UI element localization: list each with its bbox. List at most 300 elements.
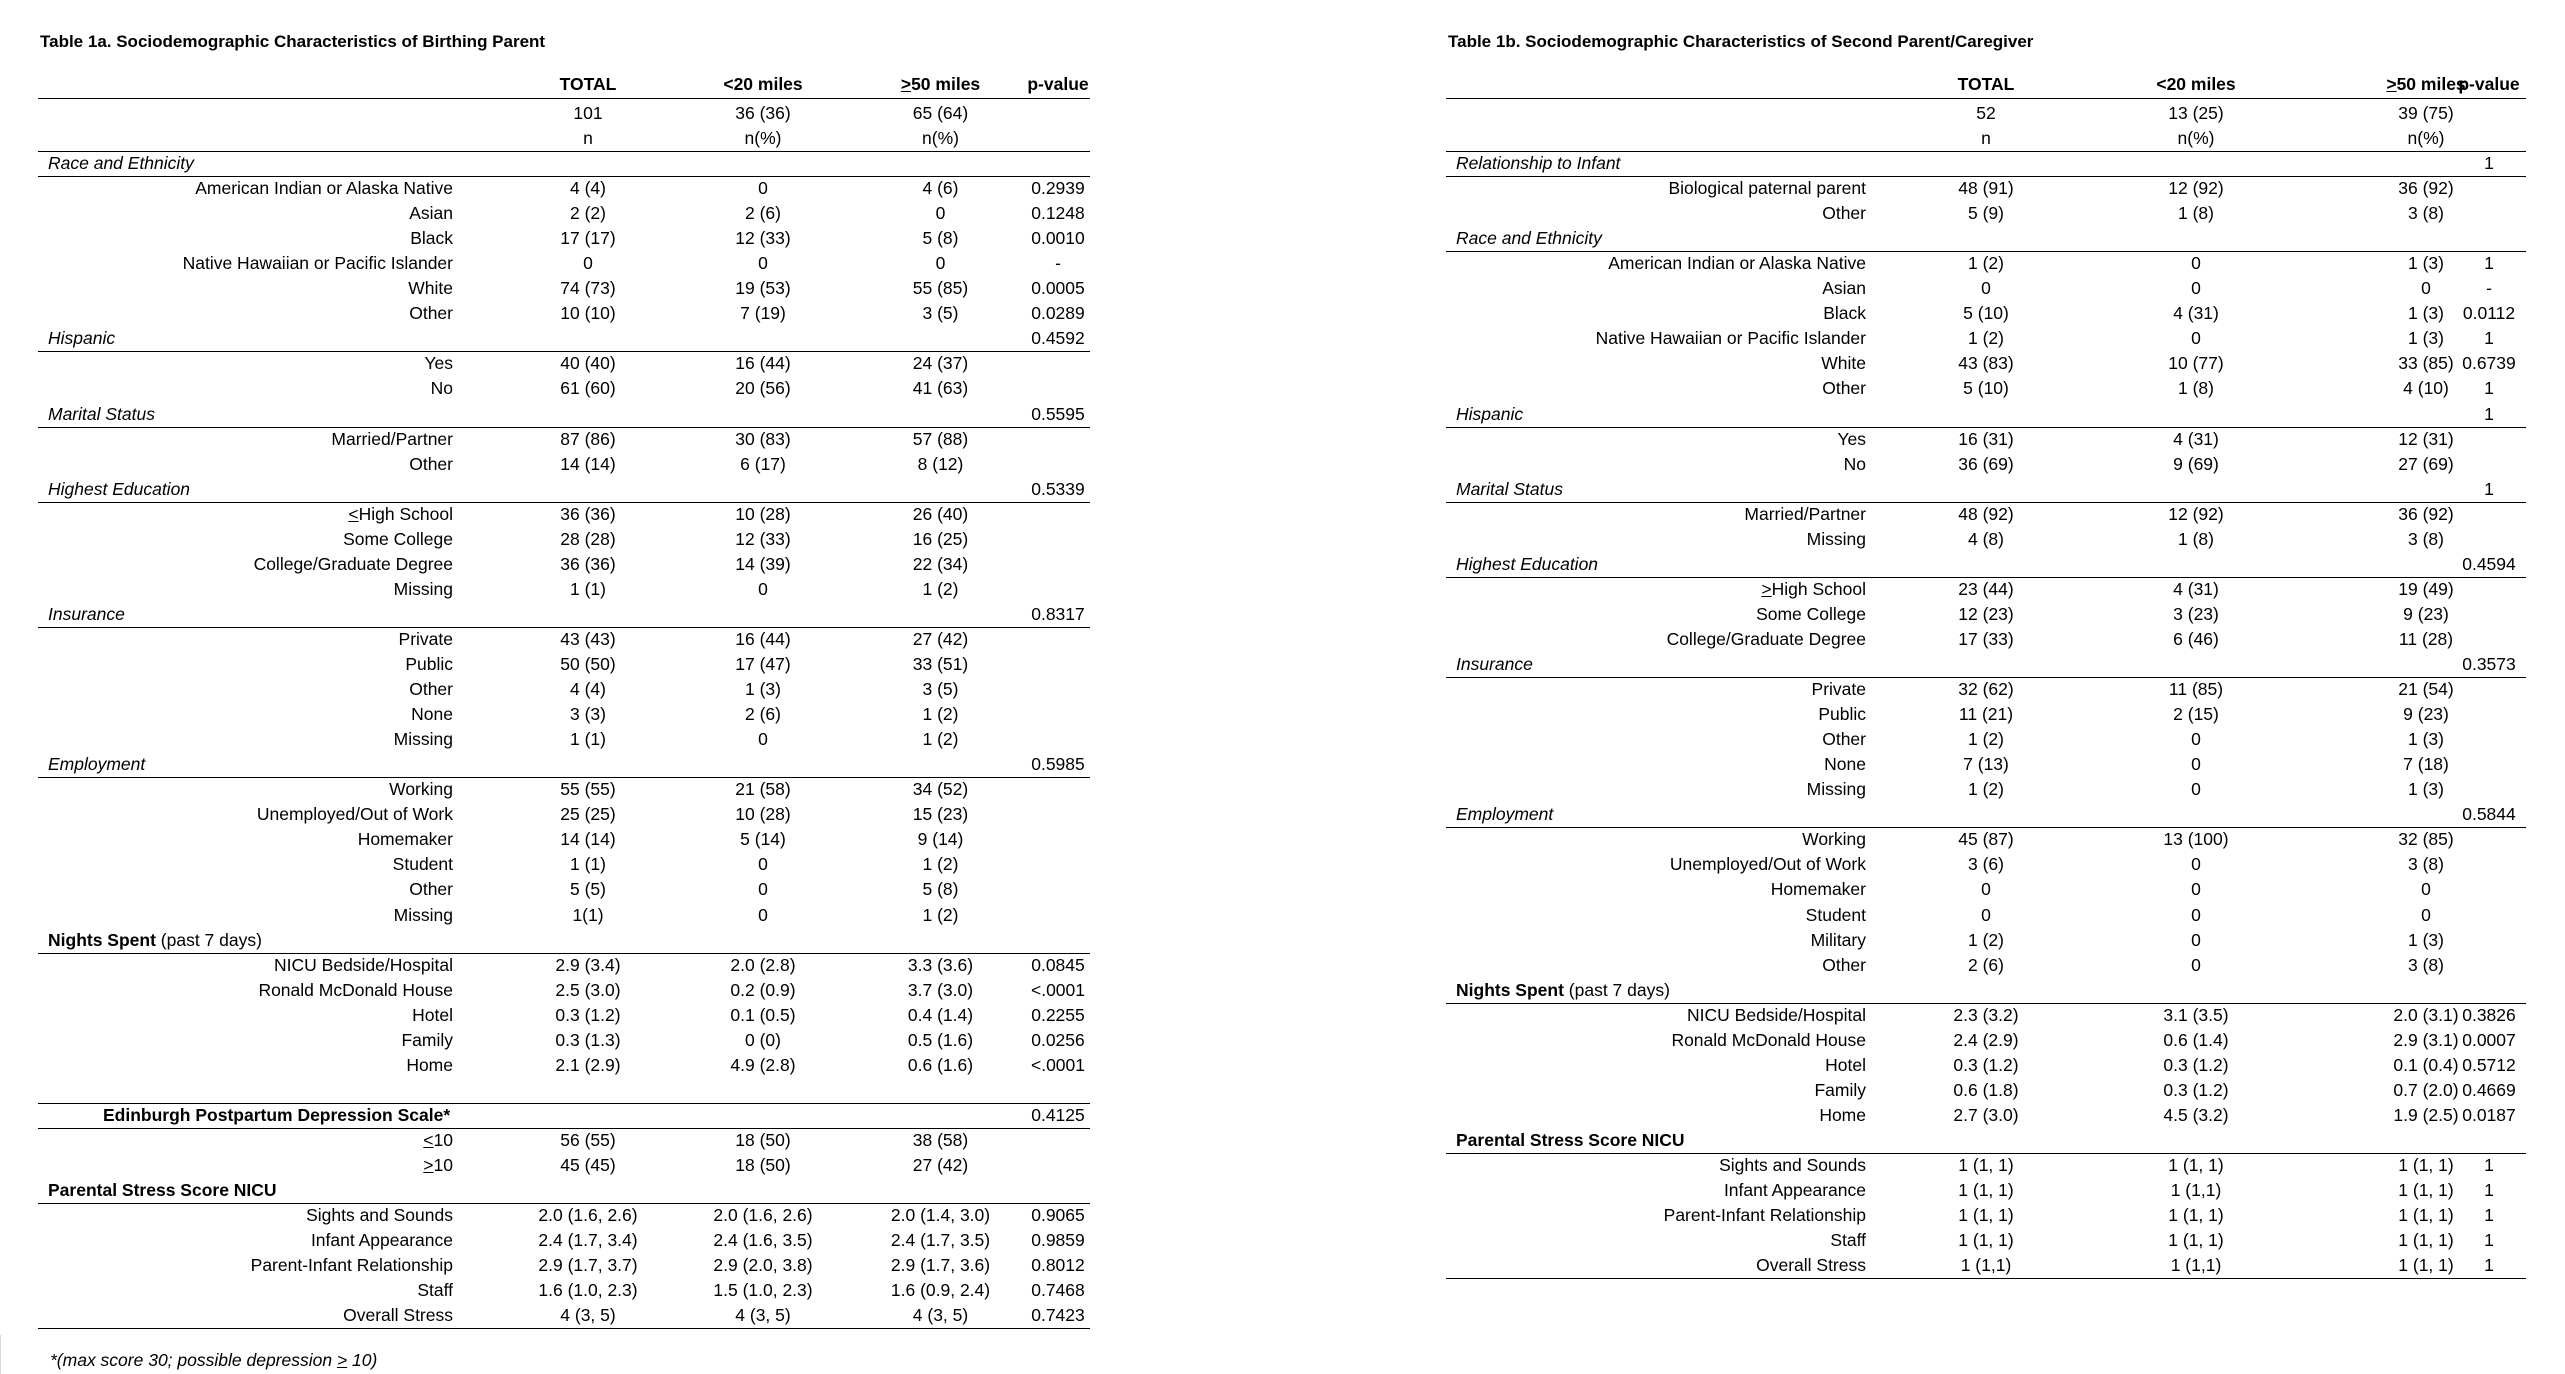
row-label: Working bbox=[389, 779, 453, 800]
value-cell: 7 (13) bbox=[1963, 754, 2009, 775]
unit-cell: n bbox=[583, 128, 593, 148]
value-cell: 4.9 (2.8) bbox=[730, 1054, 796, 1075]
column-header-row bbox=[38, 72, 1090, 97]
p-value: - bbox=[2486, 278, 2492, 299]
value-cell: 1 (3) bbox=[2408, 303, 2444, 324]
value-cell: 4 (3, 5) bbox=[735, 1305, 791, 1326]
row-label: Missing bbox=[393, 729, 453, 750]
value-cell: 57 (88) bbox=[912, 428, 969, 449]
value-cell: 1.6 (1.0, 2.3) bbox=[538, 1280, 638, 1301]
data-row bbox=[1446, 1103, 2526, 1128]
p-value: 0.2939 bbox=[1031, 178, 1085, 199]
p-value: - bbox=[1055, 253, 1061, 274]
value-cell: 19 (53) bbox=[735, 278, 791, 299]
category-label: Insurance bbox=[1456, 654, 1533, 674]
data-row bbox=[38, 176, 1090, 201]
p-value bbox=[2449, 752, 2529, 777]
row-label: Staff bbox=[1830, 1230, 1866, 1251]
value-cell: 2.1 (2.9) bbox=[555, 1054, 621, 1075]
value-cell: 3 (8) bbox=[2408, 854, 2444, 875]
value-cell: 0.3 (1.2) bbox=[1953, 1054, 2019, 1075]
row-label: <10 bbox=[423, 1129, 453, 1150]
value-cell: 7 (19) bbox=[740, 303, 786, 324]
category-label: Marital Status bbox=[1456, 478, 1563, 499]
column-header: >50 miles bbox=[900, 74, 981, 94]
p-value bbox=[998, 802, 1118, 827]
category-row bbox=[38, 602, 1090, 627]
value-cell: 17 (17) bbox=[560, 228, 616, 249]
row-label: Parent-Infant Relationship bbox=[250, 1255, 453, 1276]
p-value: 0.1248 bbox=[1031, 203, 1085, 224]
count-cell: 36 (36) bbox=[735, 103, 791, 123]
row-label: None bbox=[411, 704, 453, 725]
data-row bbox=[38, 1303, 1090, 1328]
row-label: Ronald McDonald House bbox=[258, 979, 453, 1000]
count-row bbox=[38, 101, 1090, 126]
value-cell: 6 (46) bbox=[2173, 628, 2219, 649]
value-cell: 2.0 (1.6, 2.6) bbox=[538, 1205, 638, 1226]
row-label: Native Hawaiian or Pacific Islander bbox=[1595, 328, 1866, 349]
value-cell: 5 (5) bbox=[570, 879, 606, 900]
value-cell: 38 (58) bbox=[912, 1129, 969, 1150]
value-cell: 1 (8) bbox=[2178, 203, 2214, 224]
category-label: Employment bbox=[1456, 804, 1554, 825]
data-row bbox=[38, 652, 1090, 677]
data-row bbox=[1446, 702, 2526, 727]
data-row bbox=[38, 877, 1090, 902]
value-cell: 0 bbox=[758, 904, 768, 925]
value-cell: 36 (69) bbox=[1958, 453, 2014, 474]
p-value bbox=[2449, 452, 2529, 477]
value-cell: 2.4 (2.9) bbox=[1953, 1029, 2019, 1050]
value-cell: 1 (2) bbox=[1968, 729, 2004, 750]
data-row bbox=[1446, 1203, 2526, 1228]
value-cell: 50 (50) bbox=[560, 654, 616, 674]
value-cell: 0.5 (1.6) bbox=[907, 1029, 974, 1050]
value-cell: 1 (2) bbox=[1968, 253, 2004, 274]
column-header: p-value bbox=[1027, 74, 1089, 94]
value-cell: 14 (14) bbox=[560, 453, 616, 474]
data-row bbox=[38, 677, 1090, 702]
value-cell: 11 (85) bbox=[2168, 679, 2224, 700]
data-row bbox=[38, 427, 1090, 452]
data-row bbox=[1446, 953, 2526, 978]
value-cell: 1 (1, 1) bbox=[2398, 1155, 2454, 1175]
p-value bbox=[998, 351, 1118, 376]
header-rule bbox=[38, 98, 1090, 99]
p-value: 0.0007 bbox=[2462, 1029, 2516, 1050]
category-row bbox=[38, 402, 1090, 427]
category-label: Highest Education bbox=[1456, 553, 1599, 574]
row-label: Some College bbox=[1756, 603, 1866, 624]
data-row bbox=[38, 702, 1090, 727]
p-value bbox=[998, 502, 1118, 527]
unit-row bbox=[1446, 126, 2526, 151]
row-label: <High School bbox=[348, 503, 453, 524]
row-label: Overall Stress bbox=[1756, 1255, 1866, 1276]
row-label: NICU Bedside/Hospital bbox=[1687, 1004, 1866, 1025]
value-cell: 3.1 (3.5) bbox=[2163, 1004, 2229, 1025]
value-cell: 1 (1) bbox=[570, 578, 606, 599]
value-cell: 9 (23) bbox=[2403, 704, 2449, 725]
data-row bbox=[1446, 777, 2526, 802]
data-row bbox=[1446, 1153, 2526, 1178]
value-cell: 12 (33) bbox=[735, 528, 791, 549]
value-cell: 23 (44) bbox=[1958, 578, 2014, 599]
table-title: Table 1b. Sociodemographic Characteristics of Second Parent/Caregiver bbox=[1448, 32, 2034, 51]
value-cell: 0 bbox=[2421, 904, 2431, 925]
row-label: Private bbox=[1811, 679, 1866, 700]
value-cell: 16 (44) bbox=[735, 628, 791, 649]
data-row bbox=[38, 552, 1090, 577]
p-value bbox=[2449, 176, 2529, 201]
value-cell: 12 (33) bbox=[735, 228, 791, 249]
category-label: Race and Ethnicity bbox=[1456, 228, 1602, 249]
value-cell: 1 (1) bbox=[570, 854, 606, 875]
row-label: American Indian or Alaska Native bbox=[1608, 253, 1866, 274]
value-cell: 1 (2) bbox=[922, 854, 959, 875]
data-row bbox=[38, 201, 1090, 226]
value-cell: 12 (92) bbox=[2168, 503, 2224, 524]
p-value: 0.4669 bbox=[2462, 1079, 2516, 1100]
value-cell: 0 bbox=[1981, 904, 1991, 925]
value-cell: 0.7 (2.0) bbox=[2393, 1079, 2459, 1100]
data-row bbox=[38, 1003, 1090, 1028]
data-row bbox=[38, 1203, 1090, 1228]
category-label: Relationship to Infant bbox=[1456, 153, 1621, 173]
value-cell: 16 (44) bbox=[735, 353, 791, 374]
data-row bbox=[38, 1153, 1090, 1178]
data-row bbox=[38, 452, 1090, 477]
p-value: 0.3573 bbox=[2462, 654, 2516, 674]
value-cell: 1 (2) bbox=[1968, 328, 2004, 349]
p-value bbox=[998, 877, 1118, 902]
p-value bbox=[998, 627, 1118, 652]
value-cell: 0.6 (1.4) bbox=[2163, 1029, 2229, 1050]
value-cell: 0 bbox=[2191, 779, 2201, 800]
data-row bbox=[1446, 176, 2526, 201]
value-cell: 5 (10) bbox=[1963, 378, 2009, 399]
data-row bbox=[1446, 752, 2526, 777]
data-row bbox=[1446, 1003, 2526, 1028]
value-cell: 15 (23) bbox=[912, 804, 969, 825]
value-cell: 87 (86) bbox=[560, 428, 616, 449]
value-cell: 0 bbox=[2191, 278, 2201, 299]
p-value: 0.0005 bbox=[1031, 278, 1085, 299]
unit-cell: n(%) bbox=[744, 128, 782, 148]
value-cell: 12 (23) bbox=[1958, 603, 2014, 624]
row-label: Other bbox=[409, 879, 453, 900]
row-label: Student bbox=[1805, 904, 1866, 925]
value-cell: 43 (83) bbox=[1958, 353, 2014, 374]
p-value: 0.0112 bbox=[2462, 303, 2516, 324]
category-label: Employment bbox=[48, 754, 146, 775]
value-cell: 32 (85) bbox=[2398, 829, 2454, 850]
data-row bbox=[38, 1128, 1090, 1153]
section-header-row bbox=[1446, 1128, 2526, 1153]
value-cell: 0 bbox=[1981, 879, 1991, 900]
data-row bbox=[1446, 877, 2526, 902]
value-cell: 56 (55) bbox=[560, 1129, 616, 1150]
category-row bbox=[1446, 477, 2526, 502]
value-cell: 14 (14) bbox=[560, 829, 616, 850]
value-cell: 14 (39) bbox=[735, 553, 791, 574]
value-cell: 0.1 (0.4) bbox=[2393, 1054, 2459, 1075]
value-cell: 18 (50) bbox=[735, 1155, 791, 1175]
row-label: Staff bbox=[417, 1280, 453, 1301]
value-cell: 33 (51) bbox=[912, 654, 969, 674]
value-cell: 26 (40) bbox=[912, 503, 969, 524]
row-label: None bbox=[1824, 754, 1866, 775]
p-value bbox=[2449, 502, 2529, 527]
data-row bbox=[38, 351, 1090, 376]
category-label: Highest Education bbox=[48, 478, 191, 499]
value-cell: 1 (1, 1) bbox=[2168, 1205, 2224, 1226]
row-label: Missing bbox=[1806, 779, 1866, 800]
data-row bbox=[38, 1053, 1090, 1078]
value-cell: 1 (3) bbox=[2408, 779, 2444, 800]
value-cell: 5 (10) bbox=[1963, 303, 2009, 324]
category-row bbox=[1446, 652, 2526, 677]
value-cell: 3 (8) bbox=[2408, 528, 2444, 549]
row-label: Hotel bbox=[412, 1004, 453, 1025]
value-cell: 2.0 (1.6, 2.6) bbox=[713, 1205, 813, 1226]
value-cell: 0 bbox=[1981, 278, 1991, 299]
category-row bbox=[38, 326, 1090, 351]
data-row bbox=[38, 727, 1090, 752]
value-cell: 0 bbox=[2191, 729, 2201, 750]
value-cell: 5 (8) bbox=[922, 879, 959, 900]
p-value bbox=[998, 727, 1118, 752]
value-cell: 0 bbox=[2191, 754, 2201, 775]
value-cell: 3 (8) bbox=[2408, 954, 2444, 975]
value-cell: 0.6 (1.6) bbox=[907, 1054, 974, 1075]
value-cell: 2 (6) bbox=[745, 704, 781, 725]
count-cell: 39 (75) bbox=[2398, 103, 2454, 123]
p-value: 0.7423 bbox=[1031, 1305, 1085, 1326]
p-value: 0.2255 bbox=[1031, 1004, 1085, 1025]
value-cell: 2.7 (3.0) bbox=[1953, 1104, 2019, 1125]
row-label: Other bbox=[1822, 378, 1866, 399]
p-value bbox=[2449, 777, 2529, 802]
value-cell: 0 bbox=[758, 854, 768, 875]
p-value: 0.5595 bbox=[1031, 403, 1085, 424]
data-row bbox=[1446, 602, 2526, 627]
value-cell: 1.5 (1.0, 2.3) bbox=[713, 1280, 813, 1301]
data-row bbox=[38, 502, 1090, 527]
value-cell: 10 (28) bbox=[735, 804, 791, 825]
p-value: 0.5339 bbox=[1031, 478, 1085, 499]
value-cell: 3 (23) bbox=[2173, 603, 2219, 624]
value-cell: 2.9 (3.1) bbox=[2393, 1029, 2459, 1050]
value-cell: 11 (21) bbox=[1958, 704, 2014, 725]
row-label: Missing bbox=[393, 904, 453, 925]
row-label: Asian bbox=[1822, 278, 1866, 299]
p-value bbox=[998, 427, 1118, 452]
p-value bbox=[2449, 201, 2529, 226]
value-cell: 36 (92) bbox=[2398, 503, 2454, 524]
value-cell: 1 (1,1) bbox=[2170, 1255, 2222, 1276]
value-cell: 4 (3, 5) bbox=[560, 1305, 616, 1326]
value-cell: 12 (92) bbox=[2168, 178, 2224, 199]
row-label: Infant Appearance bbox=[1723, 1180, 1866, 1201]
row-label: No bbox=[1843, 453, 1866, 474]
value-cell: 55 (55) bbox=[560, 779, 616, 800]
value-cell: 2.0 (1.4, 3.0) bbox=[890, 1205, 991, 1226]
column-header: <20 miles bbox=[723, 74, 803, 94]
unit-cell: n(%) bbox=[922, 128, 959, 148]
value-cell: 1 (3) bbox=[2408, 929, 2444, 950]
value-cell: 1 (2) bbox=[922, 729, 959, 750]
p-value: 1 bbox=[2484, 1205, 2494, 1226]
p-value: 0.5712 bbox=[2462, 1054, 2516, 1075]
value-cell: 0 bbox=[758, 253, 768, 274]
column-header: TOTAL bbox=[559, 74, 617, 94]
p-value bbox=[2449, 702, 2529, 727]
value-cell: 7 (18) bbox=[2403, 754, 2449, 775]
data-row bbox=[1446, 1078, 2526, 1103]
section-header-row bbox=[38, 1178, 1090, 1203]
value-cell: 19 (49) bbox=[2398, 578, 2454, 599]
value-cell: 4 (4) bbox=[570, 178, 606, 199]
value-cell: 4 (31) bbox=[2173, 578, 2219, 599]
data-row bbox=[1446, 1178, 2526, 1203]
value-cell: 36 (36) bbox=[560, 503, 616, 524]
value-cell: 3 (5) bbox=[922, 679, 959, 700]
value-cell: 0 bbox=[2191, 929, 2201, 950]
row-label: Working bbox=[1802, 829, 1866, 850]
value-cell: 10 (10) bbox=[560, 303, 616, 324]
data-row bbox=[38, 527, 1090, 552]
p-value bbox=[2449, 602, 2529, 627]
row-label: College/Graduate Degree bbox=[1666, 628, 1866, 649]
row-label: Ronald McDonald House bbox=[1671, 1029, 1866, 1050]
value-cell: 0 bbox=[758, 729, 768, 750]
value-cell: 17 (33) bbox=[1958, 628, 2014, 649]
section-header: Edinburgh Postpartum Depression Scale* bbox=[103, 1104, 451, 1125]
data-row bbox=[38, 978, 1090, 1003]
section-header-row bbox=[38, 1103, 1090, 1128]
p-value: 0.6739 bbox=[2462, 353, 2516, 374]
value-cell: 0 bbox=[2421, 278, 2431, 299]
footnote: *(max score 30; possible depression > 10) bbox=[50, 1350, 378, 1371]
value-cell: 24 (37) bbox=[912, 353, 969, 374]
value-cell: 1.6 (0.9, 2.4) bbox=[890, 1280, 991, 1301]
data-row bbox=[1446, 452, 2526, 477]
value-cell: 4 (3, 5) bbox=[912, 1305, 969, 1326]
row-label: Overall Stress bbox=[343, 1305, 453, 1326]
value-cell: 16 (31) bbox=[1958, 428, 2014, 449]
data-row bbox=[1446, 827, 2526, 852]
row-label: Married/Partner bbox=[331, 428, 453, 449]
value-cell: 9 (69) bbox=[2173, 453, 2219, 474]
header-rule bbox=[1446, 98, 2526, 99]
value-cell: 0 bbox=[2191, 904, 2201, 925]
p-value: 0.0010 bbox=[1031, 228, 1085, 249]
value-cell: 3 (6) bbox=[1968, 854, 2004, 875]
value-cell: 10 (77) bbox=[2168, 353, 2224, 374]
value-cell: 4 (4) bbox=[570, 679, 606, 700]
data-row bbox=[1446, 351, 2526, 376]
data-row bbox=[38, 226, 1090, 251]
value-cell: 3.7 (3.0) bbox=[907, 979, 974, 1000]
value-cell: 13 (100) bbox=[2163, 829, 2229, 850]
value-cell: 0 bbox=[758, 178, 768, 199]
data-row bbox=[1446, 1028, 2526, 1053]
data-row bbox=[38, 903, 1090, 928]
value-cell: 1 (1,1) bbox=[2170, 1180, 2222, 1201]
value-cell: 2 (6) bbox=[745, 203, 781, 224]
data-row bbox=[1446, 251, 2526, 276]
row-label: Hotel bbox=[1825, 1054, 1866, 1075]
value-cell: 28 (28) bbox=[560, 528, 616, 549]
category-row bbox=[38, 477, 1090, 502]
value-cell: 1 (3) bbox=[745, 679, 781, 700]
p-value bbox=[998, 903, 1118, 928]
row-label: American Indian or Alaska Native bbox=[195, 178, 453, 199]
unit-cell: n(%) bbox=[2407, 128, 2445, 148]
value-cell: 1 (1, 1) bbox=[1958, 1230, 2014, 1251]
row-label: Homemaker bbox=[357, 829, 453, 850]
data-row bbox=[1446, 376, 2526, 401]
p-value: 0.0845 bbox=[1031, 954, 1085, 975]
data-row bbox=[1446, 677, 2526, 702]
value-cell: 0 bbox=[758, 578, 768, 599]
p-value: 0.4125 bbox=[1031, 1104, 1085, 1125]
p-value: 1 bbox=[2484, 1180, 2494, 1201]
data-row bbox=[1446, 727, 2526, 752]
row-label: Public bbox=[1818, 704, 1866, 725]
value-cell: 30 (83) bbox=[735, 428, 791, 449]
unit-row bbox=[38, 126, 1090, 151]
value-cell: 0 bbox=[2191, 328, 2201, 349]
column-header: <20 miles bbox=[2156, 74, 2236, 94]
value-cell: 4 (10) bbox=[2403, 378, 2449, 399]
value-cell: 6 (17) bbox=[740, 453, 786, 474]
value-cell: 0 bbox=[2421, 879, 2431, 900]
value-cell: 1 (1, 1) bbox=[2168, 1230, 2224, 1251]
p-value bbox=[998, 702, 1118, 727]
row-label: Sights and Sounds bbox=[1719, 1155, 1866, 1175]
category-row bbox=[1446, 402, 2526, 427]
count-cell: 52 bbox=[1976, 103, 1996, 123]
value-cell: 2.0 (2.8) bbox=[730, 954, 796, 975]
category-row bbox=[1446, 226, 2526, 251]
category-row bbox=[38, 151, 1090, 176]
p-value: 1 bbox=[2484, 1155, 2494, 1175]
value-cell: 48 (92) bbox=[1958, 503, 2014, 524]
row-label: >High School bbox=[1761, 578, 1866, 599]
data-row bbox=[1446, 326, 2526, 351]
data-row bbox=[38, 1253, 1090, 1278]
value-cell: 22 (34) bbox=[912, 553, 969, 574]
p-value: 1 bbox=[2484, 153, 2494, 173]
value-cell: 2.0 (3.1) bbox=[2393, 1004, 2459, 1025]
value-cell: 0 (0) bbox=[745, 1029, 781, 1050]
count-cell: 65 (64) bbox=[912, 103, 969, 123]
value-cell: 2 (15) bbox=[2173, 704, 2219, 725]
row-label: Missing bbox=[1806, 528, 1866, 549]
section-header: Nights Spent (past 7 days) bbox=[48, 929, 262, 950]
row-label: Family bbox=[401, 1029, 453, 1050]
row-label: Public bbox=[405, 654, 453, 674]
p-value: 0.5985 bbox=[1031, 754, 1085, 775]
data-row bbox=[38, 577, 1090, 602]
p-value bbox=[2449, 928, 2529, 953]
value-cell: 2 (6) bbox=[1968, 954, 2004, 975]
value-cell: 11 (28) bbox=[2398, 628, 2454, 649]
value-cell: 0 bbox=[2191, 253, 2201, 274]
